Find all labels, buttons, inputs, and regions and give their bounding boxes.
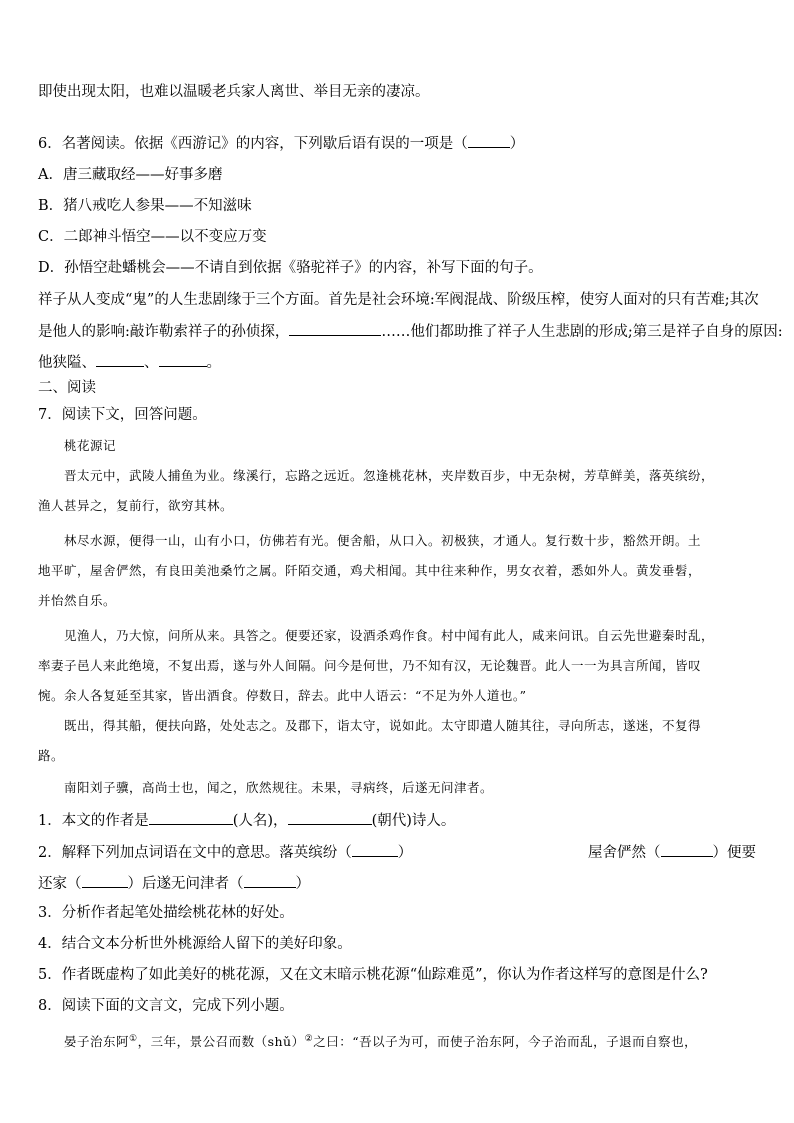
answer-blank — [468, 133, 510, 148]
footnote-marker: ② — [304, 1034, 314, 1044]
passage-line: 林尽水源，便得一山，山有小口，仿佛若有光。便舍船，从口入。初极狭，才通人。复行数十步，豁然开朗。土 — [64, 533, 702, 548]
sub-question-2-b: ） — [397, 845, 413, 861]
sub-question-2-l2-b: ）后遂无问津者（ — [127, 876, 244, 892]
footnote-marker: ① — [129, 1034, 138, 1044]
xiangzi-line-3-sep: 、 — [144, 355, 159, 371]
xiangzi-line-2-a: 是他人的影响:敲诈勒索祥子的孙侦探， — [38, 324, 290, 340]
xiangzi-line-3 — [38, 352, 221, 373]
passage-line: 既出，得其船，便扶向路，处处志之。及郡下，诣太守，说如此。太守即遣人随其往，寻向所志，遂迷，不复得 — [64, 718, 702, 733]
answer-blank — [82, 873, 128, 888]
passage-title: 桃花源记 — [64, 438, 117, 453]
passage-line: 惋。余人各复延至其家，皆出酒食。停数日，辞去。此中人语云：“不足为外人道也。” — [38, 688, 527, 703]
option-d: D．孙悟空赴蟠桃会——不请自到依据《骆驼祥子》的内容，补写下面的句子。 — [38, 260, 543, 276]
question-6-stem — [38, 133, 524, 154]
option-a: A．唐三藏取经——好事多磨 — [38, 167, 223, 183]
xiangzi-line-3-a: 他狭隘、 — [38, 355, 96, 371]
intro-line: 即使出现太阳，也难以温暖老兵家人离世、举目无亲的凄凉。 — [38, 84, 430, 100]
xiangzi-line-2-b: ……他们都助推了祥子人生悲剧的形成;第三是祥子自身的原因: — [381, 324, 783, 340]
passage-line: 率妻子邑人来此绝境，不复出焉，遂与外人间隔。问今是何世，乃不知有汉，无论魏晋。此人一一为具言所闻，皆叹 — [38, 658, 702, 673]
question-8-stem: 8．阅读下面的文言文，完成下列小题。 — [38, 998, 294, 1014]
sub-question-2-right-a: 屋舍俨然（ — [588, 845, 661, 861]
xiangzi-line-2 — [38, 321, 783, 342]
passage-text-a: 晏子治东阿 — [64, 1034, 130, 1050]
answer-blank — [289, 321, 381, 336]
xiangzi-line-3-end: 。 — [206, 355, 221, 371]
sub-question-3: 3．分析作者起笔处描绘桃花林的好处。 — [38, 905, 294, 921]
option-c: C．二郎神斗悟空——以不变应万变 — [38, 229, 267, 245]
passage-text-c: 之曰：“吾以子为可，而使子治东阿，今子治而乱，子退而自察也， — [313, 1034, 698, 1050]
sub-question-2-l2-a: 还家（ — [38, 876, 82, 892]
answer-blank — [149, 810, 233, 825]
sub-question-2-a: 2．解释下列加点词语在文中的意思。落英缤纷（ — [38, 845, 352, 861]
passage-line — [64, 1029, 697, 1052]
passage-line: 地平旷，屋舍俨然，有良田美池桑竹之属。阡陌交通，鸡犬相闻。其中往来种作，男女衣着，悉如外人。黄发垂髫， — [38, 563, 702, 578]
question-6-stem-end: ） — [509, 136, 525, 152]
passage-line: 并怡然自乐。 — [38, 593, 117, 608]
sub-question-1 — [38, 810, 455, 831]
sub-question-4: 4．结合文本分析世外桃源给人留下的美好印象。 — [38, 936, 352, 952]
passage-line: 路。 — [38, 748, 65, 763]
answer-blank — [288, 810, 372, 825]
section-2-heading: 二、阅读 — [38, 380, 96, 396]
option-b: B．猪八戒吃人参果——不知滋味 — [38, 198, 252, 214]
answer-blank — [96, 352, 144, 367]
sub-question-2-line-2 — [38, 873, 310, 894]
passage-line: 渔人甚异之，复前行，欲穷其林。 — [38, 498, 234, 513]
passage-text-b: ，三年，景公召而数（shǔ） — [137, 1034, 305, 1050]
sub-question-1-b: (人名)， — [232, 813, 288, 829]
sub-question-2-l2-c: ） — [295, 876, 310, 892]
answer-blank — [244, 873, 296, 888]
question-6-stem-text: 6．名著阅读。依据《西游记》的内容，下列歇后语有误的一项是（ — [38, 136, 468, 152]
question-7-stem: 7．阅读下文，回答问题。 — [38, 407, 207, 423]
passage-line: 晋太元中，武陵人捕鱼为业。缘溪行，忘路之远近。忽逢桃花林，夹岸数百步，中无杂树，芳草鲜美，落英缤纷， — [64, 468, 715, 483]
sub-question-1-a: 1．本文的作者是 — [38, 813, 149, 829]
passage-line: 南阳刘子骥，高尚士也，闻之，欣然规往。未果，寻病终，后遂无问津者。 — [64, 780, 494, 795]
answer-blank — [159, 352, 207, 367]
answer-blank — [352, 842, 398, 857]
answer-blank — [661, 842, 713, 857]
sub-question-2-right — [588, 842, 756, 863]
sub-question-1-c: (朝代)诗人。 — [371, 813, 456, 829]
sub-question-2 — [38, 842, 412, 863]
sub-question-5: 5．作者既虚构了如此美好的桃花源，又在文末暗示桃花源“仙踪难觅”，你认为作者这样写的意图是什么? — [38, 967, 708, 983]
passage-line: 见渔人，乃大惊，问所从来。具答之。便要还家，设酒杀鸡作食。村中闻有此人，咸来问讯。自云先世避秦时乱， — [64, 628, 715, 643]
xiangzi-line-1: 祥子从人变成“鬼”的人生悲剧缘于三个方面。首先是社会环境:军阀混战、阶级压榨，使穷人面对的只有苦难;其次 — [38, 292, 759, 308]
sub-question-2-right-b: ）便要 — [712, 845, 756, 861]
